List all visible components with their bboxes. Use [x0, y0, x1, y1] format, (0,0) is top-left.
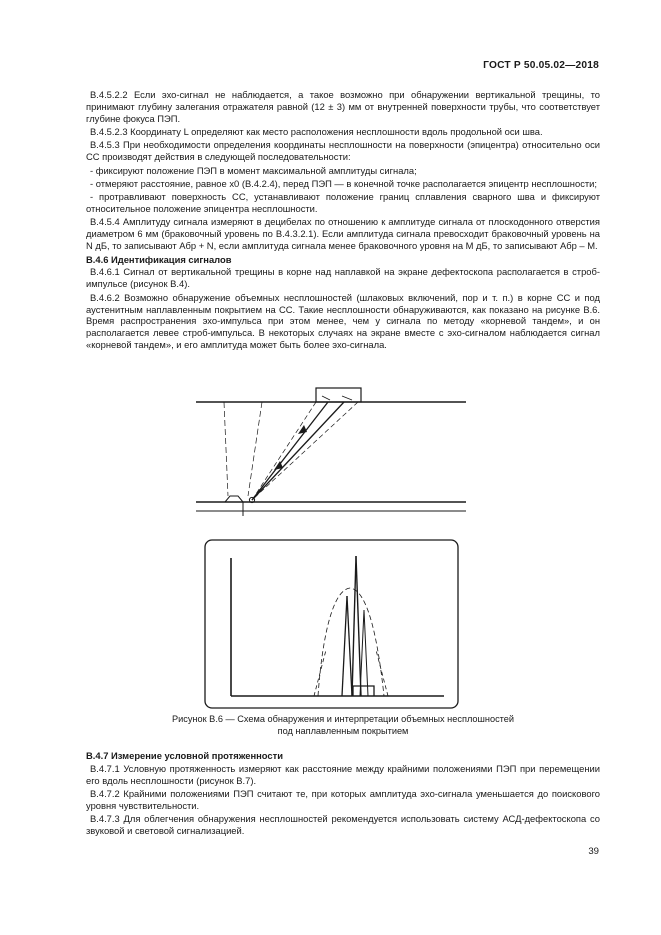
echo-peak-right-a [360, 610, 364, 696]
heading-b47: В.4.7 Измерение условной протяженности [86, 750, 283, 761]
paragraph-b4522: В.4.5.2.2 Если эхо-сигнал не наблюдается, а такое возможно при обнаружении вертикальной трещины, то принимают глубину залегания отражателя равной (12 ± 3) мм от внутренней поверхности трубы, что соответствует глубине фокуса ПЭП. [86, 89, 600, 124]
paragraph-b453: В.4.5.3 При необходимости определения координаты несплошности на поверхности (эпицентра) относительно оси СС производят действия в следующей последовательности: [86, 139, 600, 163]
gate-pulse [353, 686, 374, 696]
paragraph-b462: В.4.6.2 Возможно обнаружение объемных несплошностей (шлаковых включений, пор и т. п.) в корне СС и под аустенитным наплавленным покрытием на СС. Такие несплошности обнаруживаются, как показано на рисунке В.6. Время распространения эхо-импульса при этом менее, чем у сигнала по методу «корневой тандем», и он располагается левее строб-импульса. В некоторых случаях на экране вместе с эхо-сигналом наблюдается сигнал «корневой тандем», и его амплитуда может быть более эхо-сигнала. [86, 291, 600, 351]
echo-peak-left-b [347, 596, 352, 696]
caption-line-2: под наплавленным покрытием [277, 725, 409, 736]
heading-b46: В.4.6 Идентификация сигналов [86, 253, 232, 265]
document-code: ГОСТ Р 50.05.02—2018 [483, 60, 599, 71]
page-number: 39 [588, 846, 599, 857]
text-block-bottom [86, 750, 600, 839]
paragraph-b471: В.4.7.1 Условную протяженность измеряют как расстояние между крайними положениями ПЭП при перемещении его вдоль несплошности (рисунок В.7). [86, 762, 600, 786]
list-item-2: - отмеряют расстояние, равное x0 (В.4.2.4), перед ПЭП — в конечной точке располагается эпицентр несплошности; [90, 177, 598, 189]
transducer-probe [316, 388, 361, 402]
paragraph-b472: В.4.7.2 Крайними положениями ПЭП считают те, при которых амплитуда эхо-сигнала уменьшается до поискового уровня чувствительности. [86, 788, 600, 812]
paragraph-b461: В.4.6.1 Сигнал от вертикальной трещины в корне над наплавкой на экране дефектоскопа располагается в строб-импульсе (рисунок В.4). [86, 266, 600, 290]
paragraph-b454: В.4.5.4 Амплитуду сигнала измеряют в децибелах по отношению к амплитуде сигнала от плоскодонного отверстия диаметром 6 мм (браковочный уровень по В.4.3.2.1). Если амплитуда сигнала превосходит браковочный уровень на N дБ, то записывают Aбр + N, если амплитуда сигнала менее браковочного уровня на M дБ, то записывают Aбр – M. [86, 216, 600, 252]
echo-peak-right-b [364, 610, 368, 696]
beam-path-2 [252, 402, 344, 500]
envelope-left-outer [314, 650, 326, 696]
beam-edge-2 [252, 402, 358, 500]
screen-frame [205, 540, 458, 708]
a-scan-screen [205, 540, 458, 708]
echo-peak-left-a [342, 596, 347, 696]
fusion-line-right [248, 402, 262, 496]
arrow-head-1 [298, 425, 307, 434]
weld-cross-section [196, 388, 466, 516]
probe-element-left [322, 396, 330, 400]
figure-caption [86, 714, 600, 737]
paragraph-b4523: В.4.5.2.3 Координату L определяют как место расположения несплошности вдоль продольной оси шва. [90, 126, 543, 138]
list-item-3: - протравливают поверхность СС, устанавливают положение границ сплавления сварного шва и фиксируют относительное положение эпицентра несплошности. [86, 191, 600, 215]
caption-line-1: Рисунок В.6 — Схема обнаружения и интерпретации объемных несплошностей [171, 714, 515, 724]
echo-peak-main-b [356, 556, 361, 696]
list-item-1: - фиксируют положение ПЭП в момент максимальной амплитуды сигнала; [90, 164, 417, 176]
echo-peak-main-a [352, 556, 356, 696]
probe-element-right [342, 396, 352, 400]
envelope-right-outer [376, 650, 388, 696]
fusion-line-left [224, 402, 228, 496]
beam-path-1 [252, 402, 328, 500]
paragraph-b473: В.4.7.3 Для облегчения обнаружения несплошностей рекомендуется использовать систему АСД-дефектоскопа со звуковой и световой сигнализацией. [86, 813, 600, 837]
root-bead [225, 496, 243, 502]
beam-edge-1 [252, 402, 316, 500]
